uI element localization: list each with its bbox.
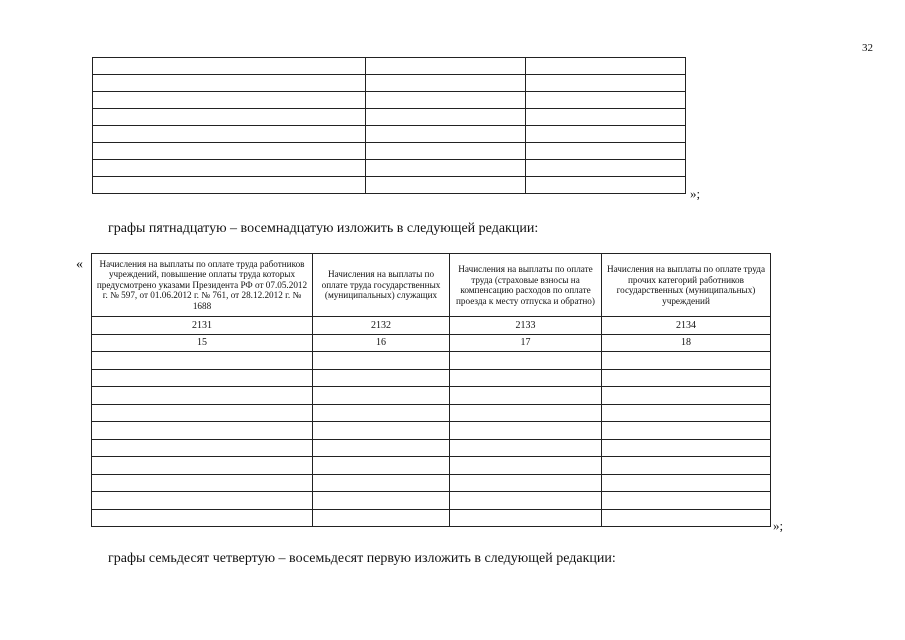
table-row xyxy=(92,387,771,405)
table-cell xyxy=(450,457,602,475)
table-cell xyxy=(526,58,686,75)
table-row xyxy=(92,369,771,387)
table-cell xyxy=(366,109,526,126)
top-table xyxy=(92,57,686,194)
column-number-cell: 15 xyxy=(92,334,313,352)
column-number-row xyxy=(92,334,771,352)
closing-quote: »; xyxy=(690,186,701,201)
table-cell xyxy=(526,143,686,160)
table-cell xyxy=(526,177,686,194)
table-cell xyxy=(450,404,602,422)
table-row xyxy=(92,352,771,370)
instruction-text: графы пятнадцатую – восемнадцатую изложить в следующей редакции: xyxy=(108,221,539,236)
closing-quote: »; xyxy=(773,518,784,533)
header-cell: Начисления на выплаты по оплате труда государственных (муниципальных) служащих xyxy=(313,254,450,317)
code-cell: 2133 xyxy=(450,317,602,335)
table-row xyxy=(93,177,686,194)
table-cell xyxy=(602,387,771,405)
table-cell xyxy=(92,492,313,510)
table-cell xyxy=(602,422,771,440)
table-cell xyxy=(602,457,771,475)
table-cell xyxy=(366,75,526,92)
table-cell xyxy=(526,92,686,109)
table-row xyxy=(92,404,771,422)
table-row xyxy=(92,492,771,510)
table-cell xyxy=(92,422,313,440)
table-cell xyxy=(366,126,526,143)
table-cell xyxy=(313,457,450,475)
table-row xyxy=(93,58,686,75)
table-cell xyxy=(313,387,450,405)
header-cell: Начисления на выплаты по оплате труда (страховые взносы на компенсацию расходов по оплате проезда к месту отпуска и обратно) xyxy=(450,254,602,317)
table-row xyxy=(93,92,686,109)
table-cell xyxy=(92,457,313,475)
table-cell xyxy=(313,422,450,440)
table-cell xyxy=(313,509,450,527)
table-cell xyxy=(313,474,450,492)
table-cell xyxy=(92,387,313,405)
table-cell xyxy=(602,474,771,492)
table-cell xyxy=(602,369,771,387)
page-number: 32 xyxy=(862,42,873,54)
opening-quote: « xyxy=(76,257,83,272)
table-cell xyxy=(92,369,313,387)
table-cell xyxy=(93,126,366,143)
table-row xyxy=(92,422,771,440)
table-row xyxy=(92,509,771,527)
table-cell xyxy=(450,369,602,387)
table-cell xyxy=(602,352,771,370)
header-cell: Начисления на выплаты по оплате труда работников учреждений, повышение оплаты труда которых предусмотрено указами Президента РФ от 07.05.2012 г. № 597, от 01.06.2012 г. № 761, от 28.12.2012 г. № 1688 xyxy=(92,254,313,317)
code-row xyxy=(92,317,771,335)
table-row xyxy=(93,126,686,143)
table-cell xyxy=(92,352,313,370)
table-row xyxy=(92,457,771,475)
table-cell xyxy=(526,75,686,92)
column-number-cell: 18 xyxy=(602,334,771,352)
table-cell xyxy=(602,492,771,510)
table-cell xyxy=(93,75,366,92)
table-cell xyxy=(313,404,450,422)
table-cell xyxy=(313,439,450,457)
table-cell xyxy=(366,58,526,75)
table-cell xyxy=(526,109,686,126)
table-cell xyxy=(313,492,450,510)
header-row xyxy=(92,254,771,317)
table-cell xyxy=(93,143,366,160)
table-cell xyxy=(450,509,602,527)
table-cell xyxy=(450,439,602,457)
table-cell xyxy=(366,160,526,177)
table-cell xyxy=(602,509,771,527)
table-cell xyxy=(93,109,366,126)
code-cell: 2134 xyxy=(602,317,771,335)
table-cell xyxy=(450,422,602,440)
table-row xyxy=(92,474,771,492)
table-cell xyxy=(93,160,366,177)
table-cell xyxy=(366,92,526,109)
table-cell xyxy=(92,439,313,457)
table-cell xyxy=(602,439,771,457)
instruction-text: графы семьдесят четвертую – восемьдесят первую изложить в следующей редакции: xyxy=(108,551,616,566)
table-cell xyxy=(92,509,313,527)
table-cell xyxy=(92,474,313,492)
table-row xyxy=(93,143,686,160)
table-cell xyxy=(92,404,313,422)
table-cell xyxy=(450,492,602,510)
table-cell xyxy=(526,126,686,143)
table-cell xyxy=(450,474,602,492)
column-number-cell: 17 xyxy=(450,334,602,352)
table-row xyxy=(92,439,771,457)
table-row xyxy=(93,109,686,126)
column-number-cell: 16 xyxy=(313,334,450,352)
table-cell xyxy=(93,92,366,109)
table-row xyxy=(93,160,686,177)
code-cell: 2132 xyxy=(313,317,450,335)
header-cell: Начисления на выплаты по оплате труда прочих категорий работников государственных (муниципальных) учреждений xyxy=(602,254,771,317)
table-cell xyxy=(313,369,450,387)
table-cell xyxy=(602,404,771,422)
table-cell xyxy=(450,387,602,405)
table-cell xyxy=(366,143,526,160)
table-cell xyxy=(93,177,366,194)
table-cell xyxy=(93,58,366,75)
table-row xyxy=(93,75,686,92)
table-cell xyxy=(313,352,450,370)
table-cell xyxy=(450,352,602,370)
code-cell: 2131 xyxy=(92,317,313,335)
main-table xyxy=(91,253,771,527)
table-cell xyxy=(526,160,686,177)
table-cell xyxy=(366,177,526,194)
